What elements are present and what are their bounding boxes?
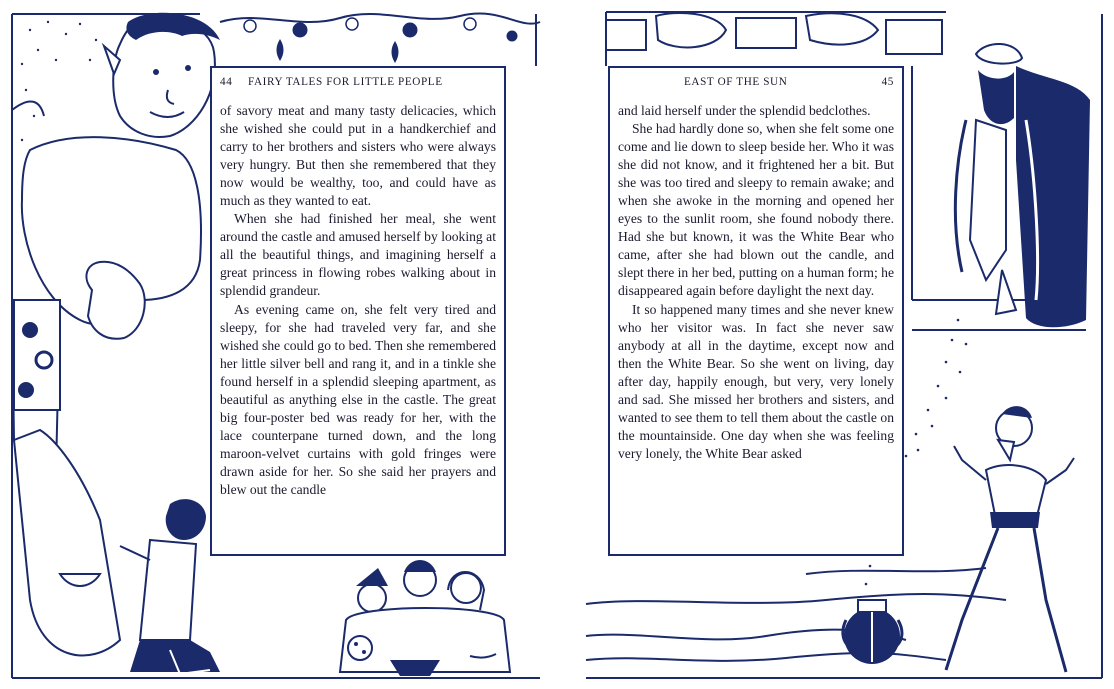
right-paragraph-1: and laid herself under the splendid bedclothes. [618, 103, 871, 118]
shoreline [586, 568, 1006, 661]
left-page [0, 0, 548, 689]
dotted-sky [21, 21, 97, 141]
left-page-number: 44 [220, 76, 233, 88]
right-page [566, 0, 1114, 689]
stone-wall [606, 12, 946, 54]
dancing-man [946, 406, 1074, 672]
left-running-title: FAIRY TALES FOR LITTLE PEOPLE [248, 76, 443, 88]
left-text-panel [210, 66, 506, 556]
right-paragraph-2: She had hardly done so, when she felt some one come and lie down to sleep beside her. Who it was she did not know, and it frightened her a bit. But she was too tired and sleepy to remain awake; and when she awoke in the morning and opened her eyes to the sunlit room, she found nobody there. Had she but known, it was the White Bear who came, after she had blown out the candle, and slept there in her bed, putting on a human form; he disappeared again before daylight the next day. [618, 121, 894, 299]
left-body-text [220, 102, 496, 499]
left-paragraph-2: When she had finished her meal, she went around the castle and amused herself by looking at all the beautiful things, and imagining herself a great princess in flowing robes walking about in splendid grandeur. [220, 211, 496, 299]
grapevine-border [220, 14, 540, 62]
left-paragraph-1: of savory meat and many tasty delicacies, which she wished she could put in a handkerchief and carry to her brothers and sisters who were always very hungry. But then she remembered that they now would be wealthy, too, and could have as much as they wanted to eat. [220, 103, 496, 209]
right-running-title: EAST OF THE SUN [684, 76, 788, 88]
right-page-number: 45 [881, 76, 894, 88]
group-of-children [340, 560, 510, 676]
round-pot [843, 600, 902, 664]
left-paragraph-3: As evening came on, she felt very tired and sleepy, for she had traveled very far, and she wished she could go to bed. Then she remembered her little silver bell and rang it, and in a tinkle she found herself in a splendid sleeping apartment, as beautiful as anything else in the castle. The great big four-poster bed was ready for her, with the lace counterpane turned down, and the long maroon-velvet curtains with gold fringes were drawn aside for her. So she said her prayers and blew out the candle [220, 301, 496, 497]
right-paragraph-3: It so happened many times and she never knew who her visitor was. In fact she never saw anybody at all in the daytime, except now and then the White Bear. So she went on living, day after day, happily enough, but very, very lonely and sad. She missed her brothers and sisters, and wanted to see them to tell them about the castle on the mountainside. One day when she was feeling very lonely, the White Bear asked [618, 301, 894, 461]
right-text-panel [608, 66, 904, 556]
right-body-text [618, 102, 894, 463]
bearded-man-with-sword [912, 44, 1090, 330]
